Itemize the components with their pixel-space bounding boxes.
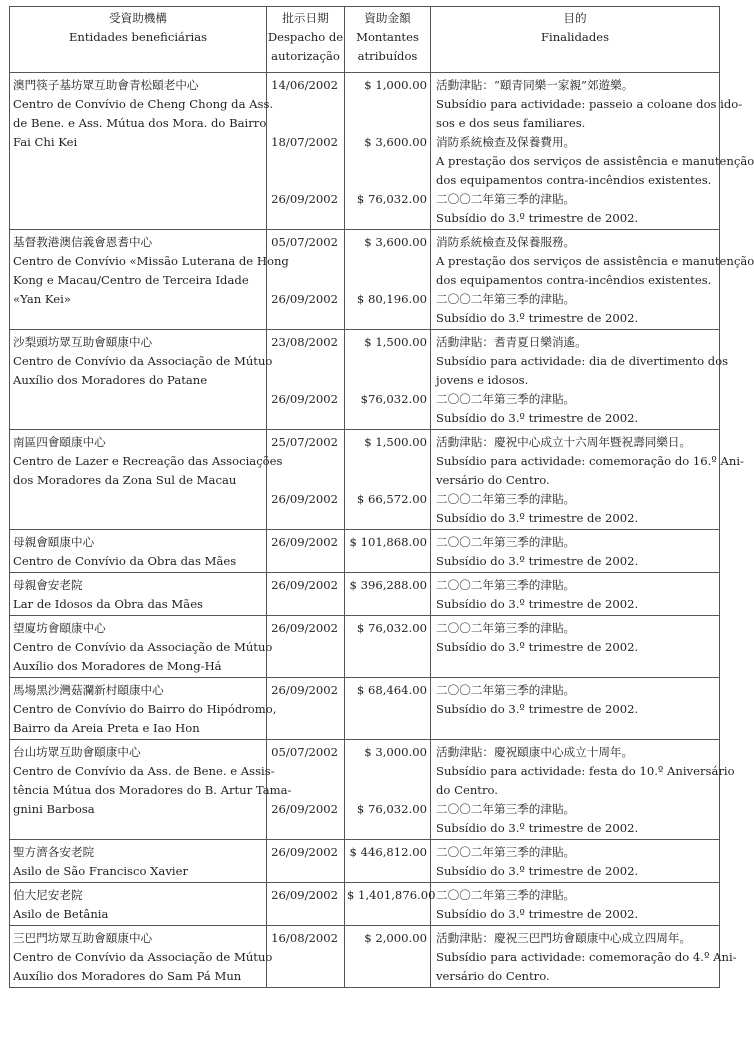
purpose-cell <box>431 678 720 740</box>
table-row <box>10 430 720 530</box>
amount-cell <box>345 330 431 430</box>
purpose-line: 二〇〇二年第三季的津貼。 <box>436 845 576 859</box>
approval-date: 26/09/2002 <box>271 578 338 592</box>
entity-line: Centro de Convívio «Missão Luterana de Hong <box>13 254 289 268</box>
approval-date: 26/09/2002 <box>271 683 338 697</box>
entity-line: Centro de Convívio da Obra das Mães <box>13 554 237 568</box>
amount-cell <box>345 573 431 616</box>
approval-date: 26/09/2002 <box>271 621 338 635</box>
date-cell <box>267 926 345 988</box>
purpose-line: Subsídio do 3.º trimestre de 2002. <box>436 411 639 425</box>
purpose-line: dos equipamentos contra-incêndios existentes. <box>436 273 712 287</box>
purpose-line: do Centro. <box>436 783 498 797</box>
entity-cell <box>10 616 273 678</box>
purpose-line: 二〇〇二年第三季的津貼。 <box>436 888 576 902</box>
approval-date: 16/08/2002 <box>271 931 338 945</box>
entity-line: Auxílio dos Moradores do Sam Pá Mun <box>13 969 242 983</box>
approval-date: 26/09/2002 <box>271 845 338 859</box>
table-row <box>10 616 720 678</box>
purpose-line: A prestação dos serviços de assistência e manutenção <box>436 154 754 168</box>
amount-value: $ 3,600.00 <box>364 235 427 249</box>
entity-line: 伯大尼安老院 <box>13 888 83 902</box>
purpose-line: 二〇〇二年第三季的津貼。 <box>436 535 576 549</box>
entity-cell <box>10 230 289 330</box>
purpose-cell <box>431 73 754 230</box>
header-amount: 資助金額 Montantes atribuídos <box>345 7 431 73</box>
entity-line: 望廈坊會頤康中心 <box>13 621 106 635</box>
purpose-line: 二〇〇二年第三季的津貼。 <box>436 683 576 697</box>
date-cell <box>267 678 345 740</box>
entity-line: 台山坊眾互助會頤康中心 <box>13 745 141 759</box>
date-cell <box>267 573 345 616</box>
date-cell <box>267 430 345 530</box>
table-row <box>10 926 720 988</box>
purpose-line: 消防系統檢查及保養費用。 <box>436 135 576 149</box>
purpose-line: Subsídio para actividade: dia de divertimento dos <box>436 354 729 368</box>
entity-line: Auxílio dos Moradores do Patane <box>13 373 208 387</box>
amount-value: $ 3,000.00 <box>364 745 427 759</box>
table-row <box>10 330 720 430</box>
header-row <box>10 7 720 73</box>
amount-cell <box>345 230 431 330</box>
purpose-cell <box>431 883 720 926</box>
entity-cell <box>10 330 273 430</box>
purpose-line: 二〇〇二年第三季的津貼。 <box>436 578 576 592</box>
entity-line: de Bene. e Ass. Mútua dos Mora. do Bairro <box>13 116 267 130</box>
purpose-line: Subsídio do 3.º trimestre de 2002. <box>436 864 639 878</box>
purpose-cell <box>431 430 744 530</box>
entity-line: 沙梨頭坊眾互助會頤康中心 <box>13 335 153 349</box>
amount-cell <box>345 616 431 678</box>
purpose-line: jovens e idosos. <box>436 373 529 387</box>
approval-date: 26/09/2002 <box>271 535 338 549</box>
purpose-cell <box>431 230 754 330</box>
purpose-line: Subsídio do 3.º trimestre de 2002. <box>436 311 639 325</box>
purpose-line: Subsídio do 3.º trimestre de 2002. <box>436 821 639 835</box>
purpose-line: 二〇〇二年第三季的津貼。 <box>436 392 576 406</box>
entity-cell <box>10 883 267 926</box>
header-entity: 受資助機構 Entidades beneficiárias <box>10 7 267 73</box>
amount-value: $ 66,572.00 <box>356 492 427 506</box>
purpose-line: Subsídio para actividade: passeio a coloane dos ido- <box>436 97 743 111</box>
entity-line: 母親會安老院 <box>13 578 83 592</box>
entity-cell <box>10 430 283 530</box>
entity-line: Auxílio dos Moradores de Mong-Há <box>13 659 222 673</box>
amount-value: $ 1,500.00 <box>364 335 427 349</box>
amount-cell <box>345 840 431 883</box>
amount-value: $ 1,000.00 <box>364 78 427 92</box>
purpose-line: Subsídio para actividade: comemoração do 16.º Ani- <box>436 454 744 468</box>
table-row <box>10 883 720 926</box>
table-row <box>10 530 720 573</box>
purpose-line: versário do Centro. <box>436 473 550 487</box>
purpose-cell <box>431 330 729 430</box>
purpose-line: Subsídio do 3.º trimestre de 2002. <box>436 597 639 611</box>
purpose-line: dos equipamentos contra-incêndios existentes. <box>436 173 712 187</box>
amount-value: $ 1,401,876.00 <box>347 888 436 902</box>
purpose-line: 二〇〇二年第三季的津貼。 <box>436 492 576 506</box>
purpose-line: 活動津貼：慶祝三巴門坊會頤康中心成立四周年。 <box>436 931 692 945</box>
amount-value: $ 3,600.00 <box>364 135 427 149</box>
approval-date: 14/06/2002 <box>271 78 338 92</box>
entity-line: Kong e Macau/Centro de Terceira Idade <box>13 273 249 287</box>
entity-line: Lar de Idosos da Obra das Mães <box>13 597 204 611</box>
purpose-line: 活動津貼：“頤青同樂一家親”郊遊樂。 <box>436 78 634 92</box>
date-cell <box>267 616 345 678</box>
amount-value: $ 2,000.00 <box>364 931 427 945</box>
entity-cell <box>10 926 273 988</box>
entity-line: 母親會頤康中心 <box>13 535 95 549</box>
amount-value: $ 446,812.00 <box>349 845 427 859</box>
amount-cell <box>345 430 431 530</box>
amount-cell <box>345 530 431 573</box>
entity-line: Centro de Lazer e Recreação das Associações <box>13 454 283 468</box>
table-row <box>10 740 720 840</box>
amount-cell <box>345 926 431 988</box>
table-row <box>10 230 720 330</box>
approval-date: 23/08/2002 <box>271 335 338 349</box>
purpose-cell <box>431 740 735 840</box>
date-cell <box>267 530 345 573</box>
date-cell <box>267 883 345 926</box>
approval-date: 05/07/2002 <box>271 745 338 759</box>
approval-date: 26/09/2002 <box>271 292 338 306</box>
purpose-line: 活動津貼：耆青夏日樂消遙。 <box>436 335 587 349</box>
table-body <box>10 73 754 988</box>
approval-date: 26/09/2002 <box>271 492 338 506</box>
amount-value: $ 76,032.00 <box>356 621 427 635</box>
purpose-cell <box>431 616 720 678</box>
purpose-cell <box>431 840 720 883</box>
entity-line: Centro de Convívio da Associação de Mútuo <box>13 640 273 654</box>
amount-cell <box>345 740 431 840</box>
entity-cell <box>10 840 267 883</box>
amount-value: $76,032.00 <box>360 392 427 406</box>
amount-value: $ 396,288.00 <box>349 578 427 592</box>
entity-line: gnini Barbosa <box>13 802 95 816</box>
purpose-line: 二〇〇二年第三季的津貼。 <box>436 621 576 635</box>
amount-value: $ 76,032.00 <box>356 802 427 816</box>
subsidy-table <box>9 6 754 988</box>
amount-value: $ 101,868.00 <box>349 535 427 549</box>
purpose-line: 活動津貼：慶祝中心成立十六周年暨祝壽同樂日。 <box>436 435 692 449</box>
entity-line: Bairro da Areia Preta e Iao Hon <box>13 721 200 735</box>
entity-line: 澳門筷子基坊眾互助會青松頤老中心 <box>13 78 199 92</box>
approval-date: 05/07/2002 <box>271 235 338 249</box>
entity-line: Centro de Convívio da Ass. de Bene. e Assis- <box>13 764 275 778</box>
date-cell <box>267 330 345 430</box>
purpose-line: 二〇〇二年第三季的津貼。 <box>436 192 576 206</box>
entity-line: Asilo de Betânia <box>13 907 109 921</box>
entity-cell <box>10 73 274 230</box>
entity-cell <box>10 530 267 573</box>
entity-line: Fai Chi Kei <box>13 135 78 149</box>
table-row <box>10 73 720 230</box>
purpose-cell <box>431 530 720 573</box>
purpose-line: 消防系統檢查及保養服務。 <box>436 235 576 249</box>
approval-date: 26/09/2002 <box>271 888 338 902</box>
entity-line: «Yan Kei» <box>13 292 71 306</box>
purpose-line: versário do Centro. <box>436 969 550 983</box>
purpose-line: Subsídio do 3.º trimestre de 2002. <box>436 211 639 225</box>
purpose-line: Subsídio do 3.º trimestre de 2002. <box>436 702 639 716</box>
table-row <box>10 678 720 740</box>
purpose-line: 二〇〇二年第三季的津貼。 <box>436 802 576 816</box>
purpose-line: Subsídio do 3.º trimestre de 2002. <box>436 554 639 568</box>
entity-line: Centro de Convívio da Associação de Mútuo <box>13 950 273 964</box>
amount-value: $ 68,464.00 <box>356 683 427 697</box>
purpose-line: Subsídio para actividade: festa do 10.º Aniversário <box>436 764 735 778</box>
purpose-line: Subsídio para actividade: comemoração do 4.º Ani- <box>436 950 737 964</box>
table-row <box>10 840 720 883</box>
purpose-line: A prestação dos serviços de assistência e manutenção <box>436 254 754 268</box>
entity-line: 基督教港澳信義會恩耆中心 <box>13 235 153 249</box>
amount-cell <box>345 883 436 926</box>
purpose-cell <box>431 573 720 616</box>
entity-cell <box>10 678 277 740</box>
entity-line: dos Moradores da Zona Sul de Macau <box>13 473 237 487</box>
entity-line: Centro de Convívio da Associação de Mútuo <box>13 354 273 368</box>
entity-line: Centro de Convívio de Cheng Chong da Ass. <box>13 97 274 111</box>
amount-value: $ 80,196.00 <box>356 292 427 306</box>
entity-line: 馬場黑沙灣菇瀾新村頤康中心 <box>13 683 164 697</box>
entity-cell <box>10 573 267 616</box>
entity-line: 聖方濟各安老院 <box>13 845 95 859</box>
approval-date: 18/07/2002 <box>271 135 338 149</box>
purpose-cell <box>431 926 737 988</box>
date-cell <box>267 840 345 883</box>
header-date: 批示日期 Despacho de autorização <box>267 7 345 73</box>
entity-line: 三巴門坊眾互助會頤康中心 <box>13 931 153 945</box>
approval-date: 25/07/2002 <box>271 435 338 449</box>
amount-cell <box>345 678 431 740</box>
entity-cell <box>10 740 292 840</box>
approval-date: 26/09/2002 <box>271 392 338 406</box>
purpose-line: Subsídio do 3.º trimestre de 2002. <box>436 640 639 654</box>
header-purpose: 目的 Finalidades <box>431 7 720 73</box>
purpose-line: 活動津貼：慶祝頤康中心成立十周年。 <box>436 745 634 759</box>
purpose-line: sos e dos seus familiares. <box>436 116 586 130</box>
approval-date: 26/09/2002 <box>271 802 338 816</box>
amount-value: $ 76,032.00 <box>356 192 427 206</box>
purpose-line: Subsídio do 3.º trimestre de 2002. <box>436 511 639 525</box>
purpose-line: Subsídio do 3.º trimestre de 2002. <box>436 907 639 921</box>
entity-line: tência Mútua dos Moradores do B. Artur Tama- <box>13 783 292 797</box>
amount-cell <box>345 73 431 230</box>
amount-value: $ 1,500.00 <box>364 435 427 449</box>
entity-line: Asilo de São Francisco Xavier <box>13 864 188 878</box>
date-cell <box>267 73 345 230</box>
date-cell <box>267 230 345 330</box>
table-row <box>10 573 720 616</box>
entity-line: 南區四會頤康中心 <box>13 435 106 449</box>
entity-line: Centro de Convívio do Bairro do Hipódromo, <box>13 702 277 716</box>
approval-date: 26/09/2002 <box>271 192 338 206</box>
purpose-line: 二〇〇二年第三季的津貼。 <box>436 292 576 306</box>
